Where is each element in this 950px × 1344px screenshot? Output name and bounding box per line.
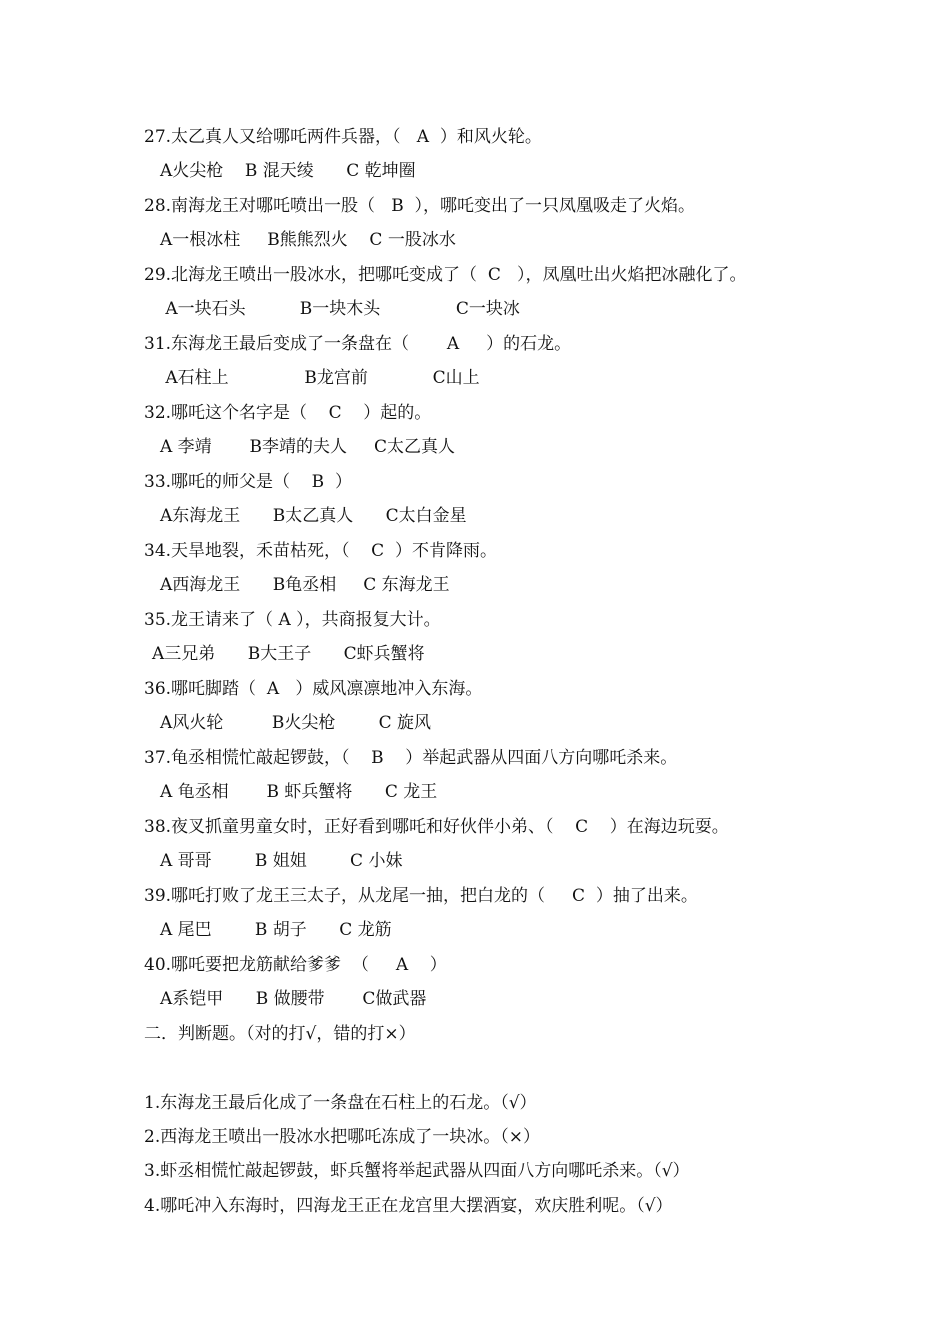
- question-36-options: A风火轮 B火尖枪 C 旋风: [160, 713, 432, 733]
- question-39: 39.哪吒打败了龙王三太子，从龙尾一抽，把白龙的（ C ）抽了出来。: [144, 886, 698, 906]
- question-27: 27.太乙真人又给哪吒两件兵器，（ A ）和风火轮。: [144, 127, 542, 147]
- question-35-options: A三兄弟 B大王子 C虾兵蟹将: [152, 644, 425, 664]
- question-40: 40.哪吒要把龙筋献给爹爹 （ A ）: [144, 955, 447, 975]
- question-32: 32.哪吒这个名字是（ C ）起的。: [144, 403, 432, 423]
- judgement-item-3: 3.虾丞相慌忙敲起锣鼓，虾兵蟹将举起武器从四面八方向哪吒杀来。（√）: [144, 1161, 690, 1181]
- question-33: 33.哪吒的师父是（ B ）: [144, 472, 352, 492]
- question-40-options: A系铠甲 B 做腰带 C做武器: [160, 989, 427, 1009]
- question-29: 29.北海龙王喷出一股冰水，把哪吒变成了（ C ），凤凰吐出火焰把冰融化了。: [144, 265, 747, 285]
- judgement-item-4: 4.哪吒冲入东海时，四海龙王正在龙宫里大摆酒宴，欢庆胜利呢。（√）: [144, 1196, 673, 1216]
- question-28-options: A一根冰柱 B熊熊烈火 C 一股冰水: [160, 230, 456, 250]
- question-32-options: A 李靖 B李靖的夫人 C太乙真人: [160, 437, 456, 457]
- question-34: 34.天旱地裂，禾苗枯死，（ C ）不肯降雨。: [144, 541, 497, 561]
- question-34-options: A西海龙王 B龟丞相 C 东海龙王: [160, 575, 450, 595]
- section-2-heading: 二．判断题。（对的打√，错的打×）: [144, 1024, 416, 1044]
- question-28: 28.南海龙王对哪吒喷出一股（ B ），哪吒变出了一只凤凰吸走了火焰。: [144, 196, 696, 216]
- question-29-options: A一块石头 B一块木头 C一块冰: [160, 299, 520, 319]
- question-38-options: A 哥哥 B 姐姐 C 小妹: [160, 851, 403, 871]
- question-37-options: A 龟丞相 B 虾兵蟹将 C 龙王: [160, 782, 438, 802]
- question-37: 37.龟丞相慌忙敲起锣鼓，（ B ）举起武器从四面八方向哪吒杀来。: [144, 748, 678, 768]
- question-31-options: A石柱上 B龙宫前 C山上: [160, 368, 480, 388]
- question-31: 31.东海龙王最后变成了一条盘在（ A ）的石龙。: [144, 334, 572, 354]
- judgement-item-1: 1.东海龙王最后化成了一条盘在石柱上的石龙。（√）: [144, 1093, 537, 1113]
- question-27-options: A火尖枪 B 混天绫 C 乾坤圈: [160, 161, 416, 181]
- judgement-item-2: 2.西海龙王喷出一股冰水把哪吒冻成了一块冰。（×）: [144, 1127, 540, 1147]
- question-38: 38.夜叉抓童男童女时，正好看到哪吒和好伙伴小弟、（ C ）在海边玩耍。: [144, 817, 729, 837]
- question-39-options: A 尾巴 B 胡子 C 龙筋: [160, 920, 392, 940]
- question-36: 36.哪吒脚踏（ A ）威风凛凛地冲入东海。: [144, 679, 483, 699]
- question-33-options: A东海龙王 B太乙真人 C太白金星: [160, 506, 467, 526]
- question-35: 35.龙王请来了（ A ），共商报复大计。: [144, 610, 441, 630]
